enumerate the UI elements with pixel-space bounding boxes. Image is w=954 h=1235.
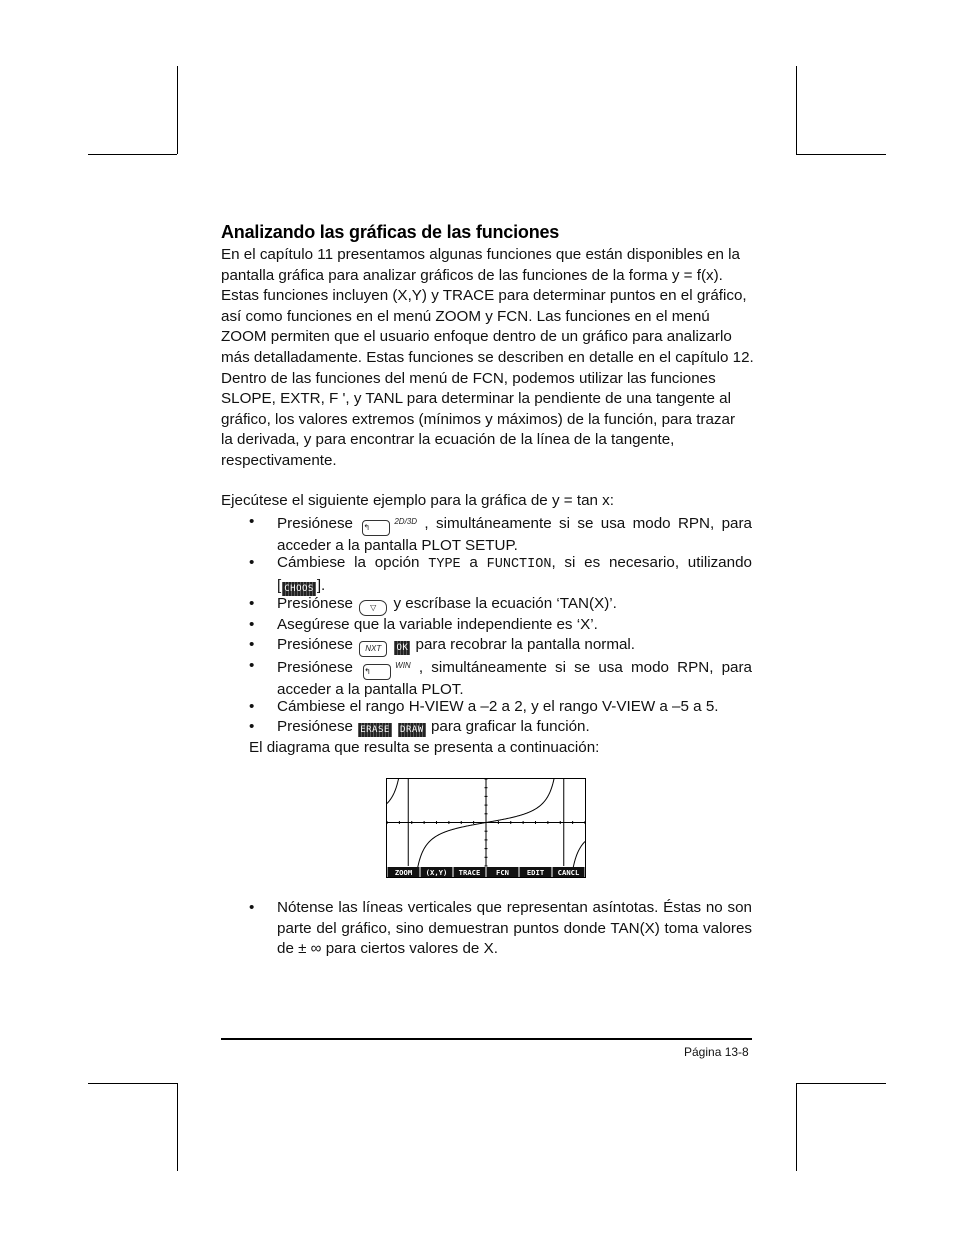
left-shift-key-icon: ↰ (362, 520, 390, 536)
intro-line: pantalla gráfica para analizar gráficos de las funciones de la forma y = f(x). (221, 266, 723, 284)
crop-mark (796, 1083, 886, 1084)
ok-softkey: OK (396, 643, 409, 653)
crop-mark (177, 1083, 178, 1171)
option-function: FUNCTION (486, 557, 552, 572)
menu-softkey-label: EDIT (526, 868, 545, 877)
result-caption: El diagrama que resulta se presenta a continuación: (249, 739, 600, 756)
option-type: TYPE (428, 557, 461, 572)
intro-line: Estas funciones incluyen (X,Y) y TRACE para determinar puntos en el gráfico, (221, 287, 747, 305)
down-arrow-key-icon: ▽ (359, 600, 387, 616)
nxt-key-icon: NXT (359, 641, 387, 657)
intro-line: En el capítulo 11 presentamos algunas funciones que están disponibles en la (221, 246, 740, 263)
key-label-2d3d: 2D/3D (394, 517, 418, 526)
bullet: • (249, 636, 255, 653)
crop-mark (88, 154, 177, 155)
crop-mark (796, 1083, 797, 1171)
left-shift-key-icon: ↰ (363, 664, 391, 680)
erase-softkey: ERASE (360, 725, 390, 735)
intro-line: gráfico, los valores extremos (mínimos y máximos) de la función, para trazar (221, 410, 736, 428)
menu-softkey-label: (X,Y) (425, 868, 448, 877)
bullet: • (249, 595, 255, 612)
key-label-win: WIN (395, 661, 411, 670)
intro-line: la derivada, y para encontrar la ecuación de la línea de la tangente, (221, 431, 675, 449)
bullet: • (249, 718, 255, 735)
intro-line: respectivamente. (221, 451, 337, 469)
bullet: • (249, 899, 255, 916)
footer-rule (221, 1038, 752, 1040)
note-line: Nótense las líneas verticales que representan asíntotas. Éstas no son (277, 899, 752, 916)
menu-softkey-label: FCN (496, 868, 509, 877)
section-heading: Analizando las gráficas de las funciones (221, 222, 560, 242)
bullet: • (249, 657, 255, 674)
menu-softkey-label: ZOOM (394, 868, 413, 877)
bullet: • (249, 513, 255, 530)
menu-softkey-label: CANCL (557, 868, 580, 877)
crop-mark (88, 1083, 177, 1084)
bullet: • (249, 616, 255, 633)
crop-mark (796, 154, 886, 155)
intro-line: más detalladamente. Estas funciones se describen en detalle en el capítulo 12. (221, 348, 754, 366)
intro-line: así como funciones en el menú ZOOM y FCN. Las funciones en el menú (221, 307, 710, 325)
note-line: parte del gráfico, sino demuestran puntos donde TAN(X) toma valores (277, 919, 752, 937)
menu-softkey-label: TRACE (458, 868, 481, 877)
tan-plot-screen (386, 778, 586, 878)
note-line: de ± ∞ para ciertos valores de X. (277, 940, 498, 958)
intro-line: ZOOM permiten que el usuario enfoque dentro de un gráfico para analizarlo (221, 328, 732, 346)
crop-mark (177, 66, 178, 154)
choos-softkey: CHOOS (284, 583, 314, 594)
intro-paragraph (221, 245, 757, 472)
bullet: • (249, 554, 255, 571)
draw-softkey: DRAW (400, 725, 424, 735)
intro-line: SLOPE, EXTR, F ', y TANL para determinar la pendiente de una tangente al (221, 390, 731, 408)
example-lead: Ejecútese el siguiente ejemplo para la gráfica de y = tan x: (221, 492, 614, 509)
intro-line: Dentro de las funciones del menú de FCN, podemos utilizar las funciones (221, 369, 716, 387)
page-number: Página 13-8 (684, 1045, 749, 1059)
bullet: • (249, 698, 255, 715)
crop-mark (796, 66, 797, 154)
